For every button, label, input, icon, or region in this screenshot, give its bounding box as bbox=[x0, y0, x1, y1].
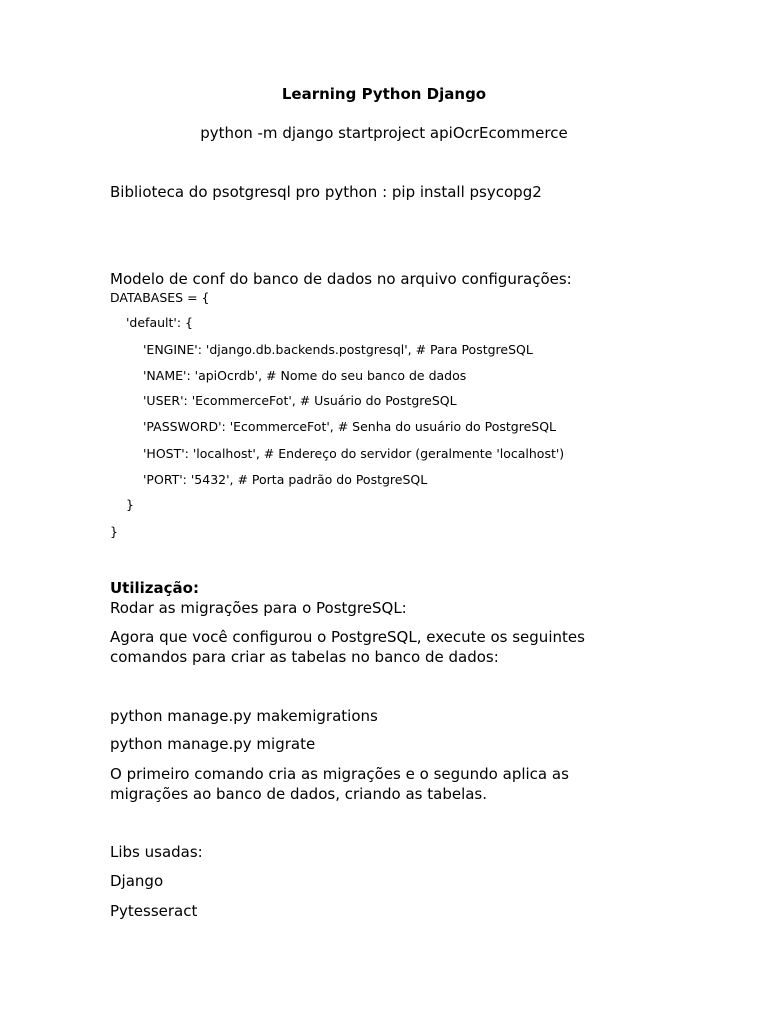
config-intro: Modelo de conf do banco de dados no arquivo configurações: bbox=[110, 270, 572, 288]
code-line: 'HOST': 'localhost', # Endereço do servidor (geralmente 'localhost') bbox=[143, 446, 565, 461]
code-line: DATABASES = { bbox=[110, 290, 210, 305]
document-title: Learning Python Django bbox=[281, 85, 487, 103]
usage-heading: Utilização: bbox=[110, 579, 199, 597]
migrations-heading: Rodar as migrações para o PostgreSQL: bbox=[110, 599, 407, 617]
explanation-text: O primeiro comando cria as migrações e o segundo aplica as bbox=[110, 765, 569, 783]
code-line: } bbox=[110, 524, 118, 539]
startproject-command: python -m django startproject apiOcrEcommerce bbox=[200, 124, 568, 142]
library-line: Biblioteca do psotgresql pro python : pip install psycopg2 bbox=[110, 183, 542, 201]
code-line: 'default': { bbox=[126, 315, 193, 330]
migrate-command: python manage.py migrate bbox=[110, 735, 316, 753]
code-line: } bbox=[126, 497, 134, 512]
libs-heading: Libs usadas: bbox=[110, 843, 203, 861]
lib-item: Pytesseract bbox=[110, 902, 198, 920]
explanation-text: migrações ao banco de dados, criando as tabelas. bbox=[110, 785, 488, 803]
code-line: 'USER': 'EcommerceFot', # Usuário do PostgreSQL bbox=[143, 393, 457, 408]
code-line: 'ENGINE': 'django.db.backends.postgresql', # Para PostgreSQL bbox=[143, 342, 533, 357]
migrations-text: comandos para criar as tabelas no banco de dados: bbox=[110, 648, 499, 666]
lib-item: Django bbox=[110, 872, 164, 890]
migrations-text: Agora que você configurou o PostgreSQL, execute os seguintes bbox=[110, 628, 585, 646]
code-line: 'NAME': 'apiOcrdb', # Nome do seu banco de dados bbox=[143, 368, 467, 383]
code-line: 'PASSWORD': 'EcommerceFot', # Senha do usuário do PostgreSQL bbox=[143, 419, 557, 434]
makemigrations-command: python manage.py makemigrations bbox=[110, 707, 378, 725]
code-line: 'PORT': '5432', # Porta padrão do PostgreSQL bbox=[143, 472, 428, 487]
